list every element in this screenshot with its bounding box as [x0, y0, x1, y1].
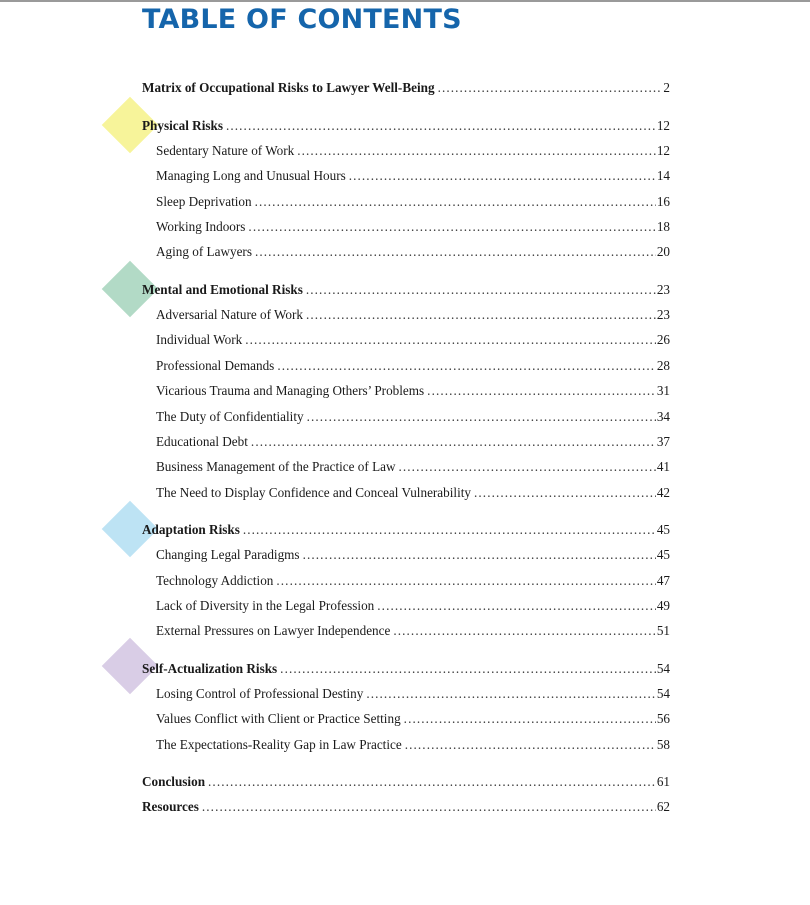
dot-leader — [248, 217, 655, 237]
toc-subentry[interactable] — [156, 141, 670, 161]
toc-entry-label: Sedentary Nature of Work — [156, 143, 295, 158]
toc-subentry[interactable] — [156, 596, 670, 616]
dot-leader — [405, 735, 656, 755]
toc-entry[interactable] — [142, 116, 670, 136]
toc-entry-label: Adaptation Risks — [142, 522, 240, 537]
dot-leader — [349, 166, 656, 186]
toc-subentry[interactable] — [156, 545, 670, 565]
dot-leader — [366, 684, 655, 704]
toc-entry-label: Business Management of the Practice of Law — [156, 459, 396, 474]
toc-subentry[interactable] — [156, 684, 670, 704]
toc-entry-label: Aging of Lawyers — [156, 244, 252, 259]
dot-leader — [202, 797, 656, 817]
toc-entry[interactable] — [142, 520, 670, 540]
dot-leader — [307, 407, 656, 427]
toc-subentry[interactable] — [156, 217, 670, 237]
toc-entry-label: Professional Demands — [156, 358, 275, 373]
toc-entry-page: 18 — [656, 219, 670, 234]
dot-leader — [438, 78, 663, 98]
toc-entry-page: 2 — [663, 80, 670, 95]
toc-entry[interactable] — [142, 659, 670, 679]
toc-entry-page: 47 — [656, 573, 670, 588]
toc-entry-page: 31 — [656, 383, 670, 398]
toc-entry-label: Self-Actualization Risks — [142, 661, 278, 676]
toc-entry-label: Sleep Deprivation — [156, 194, 252, 209]
toc-entry[interactable] — [142, 797, 670, 817]
dot-leader — [474, 483, 656, 503]
toc-subentry[interactable] — [156, 166, 670, 186]
dot-leader — [277, 356, 656, 376]
dot-leader — [243, 520, 656, 540]
toc-entry-label: The Need to Display Confidence and Conceal Vulnerability — [156, 485, 472, 500]
toc-subentry[interactable] — [156, 621, 670, 641]
toc-entry-page: 28 — [656, 358, 670, 373]
toc-entry-label: Individual Work — [156, 332, 243, 347]
toc-entry-label: Mental and Emotional Risks — [142, 282, 303, 297]
dot-leader — [276, 571, 655, 591]
dot-leader — [393, 621, 655, 641]
toc-entry-page: 12 — [656, 118, 670, 133]
toc-entry-page: 41 — [656, 459, 670, 474]
dot-leader — [306, 305, 656, 325]
toc-entry-page: 12 — [656, 143, 670, 158]
toc-entry-page: 34 — [656, 409, 670, 424]
toc-entry-page: 23 — [656, 307, 670, 322]
dot-leader — [399, 457, 656, 477]
toc-entry-page: 26 — [656, 332, 670, 347]
toc-entry-label: Technology Addiction — [156, 573, 274, 588]
toc-subentry[interactable] — [156, 571, 670, 591]
toc-entry-page: 56 — [656, 711, 670, 726]
toc-entry-label: The Expectations-Reality Gap in Law Practice — [156, 737, 402, 752]
toc-entry-page: 37 — [656, 434, 670, 449]
toc-entry-label: The Duty of Confidentiality — [156, 409, 304, 424]
dot-leader — [255, 242, 656, 262]
toc-subentry[interactable] — [156, 356, 670, 376]
toc-entry-page: 42 — [656, 485, 670, 500]
toc-entry-label: External Pressures on Lawyer Independence — [156, 623, 391, 638]
toc-entry-page: 14 — [656, 168, 670, 183]
toc-entry-page: 54 — [656, 686, 670, 701]
toc-subentry[interactable] — [156, 457, 670, 477]
toc-entry-page: 45 — [656, 547, 670, 562]
toc-subentry[interactable] — [156, 432, 670, 452]
dot-leader — [280, 659, 656, 679]
toc-entry-label: Vicarious Trauma and Managing Others’ Problems — [156, 383, 425, 398]
toc-entry-label: Working Indoors — [156, 219, 246, 234]
toc-entry-page: 58 — [656, 737, 670, 752]
toc-entry[interactable] — [142, 78, 670, 98]
page-title: TABLE OF CONTENTS — [142, 4, 462, 35]
toc-entry-label: Managing Long and Unusual Hours — [156, 168, 346, 183]
dot-leader — [251, 432, 656, 452]
toc-entry-page: 20 — [656, 244, 670, 259]
toc-subentry[interactable] — [156, 192, 670, 212]
dot-leader — [303, 545, 656, 565]
toc-entry-label: Conclusion — [142, 774, 206, 789]
dot-leader — [404, 709, 656, 729]
toc-entry-label: Matrix of Occupational Risks to Lawyer Well-Being — [142, 80, 435, 95]
toc-entry-page: 54 — [656, 661, 670, 676]
toc-subentry[interactable] — [156, 381, 670, 401]
toc-subentry[interactable] — [156, 242, 670, 262]
toc-entry-page: 23 — [656, 282, 670, 297]
toc-entry-page: 51 — [656, 623, 670, 638]
toc-subentry[interactable] — [156, 305, 670, 325]
toc-subentry[interactable] — [156, 483, 670, 503]
dot-leader — [226, 116, 656, 136]
dot-leader — [208, 772, 656, 792]
dot-leader — [427, 381, 656, 401]
dot-leader — [297, 141, 656, 161]
toc-entry-page: 61 — [656, 774, 670, 789]
toc-entry-label: Adversarial Nature of Work — [156, 307, 303, 322]
toc-entry-page: 45 — [656, 522, 670, 537]
dot-leader — [377, 596, 656, 616]
toc-entry[interactable] — [142, 772, 670, 792]
toc-entry-label: Physical Risks — [142, 118, 223, 133]
toc-entry-page: 49 — [656, 598, 670, 613]
toc-subentry[interactable] — [156, 709, 670, 729]
dot-leader — [255, 192, 656, 212]
toc-entry-label: Values Conflict with Client or Practice Setting — [156, 711, 401, 726]
toc-entry-page: 16 — [656, 194, 670, 209]
dot-leader — [306, 280, 656, 300]
toc-entry-label: Losing Control of Professional Destiny — [156, 686, 364, 701]
toc-entry-label: Resources — [142, 799, 199, 814]
dot-leader — [245, 330, 656, 350]
toc-entry-page: 62 — [656, 799, 670, 814]
toc-entry-label: Educational Debt — [156, 434, 248, 449]
toc-subentry[interactable] — [156, 407, 670, 427]
toc-subentry[interactable] — [156, 735, 670, 755]
toc-entry-label: Changing Legal Paradigms — [156, 547, 300, 562]
toc-entry-label: Lack of Diversity in the Legal Profession — [156, 598, 375, 613]
toc-entry[interactable] — [142, 280, 670, 300]
toc-subentry[interactable] — [156, 330, 670, 350]
